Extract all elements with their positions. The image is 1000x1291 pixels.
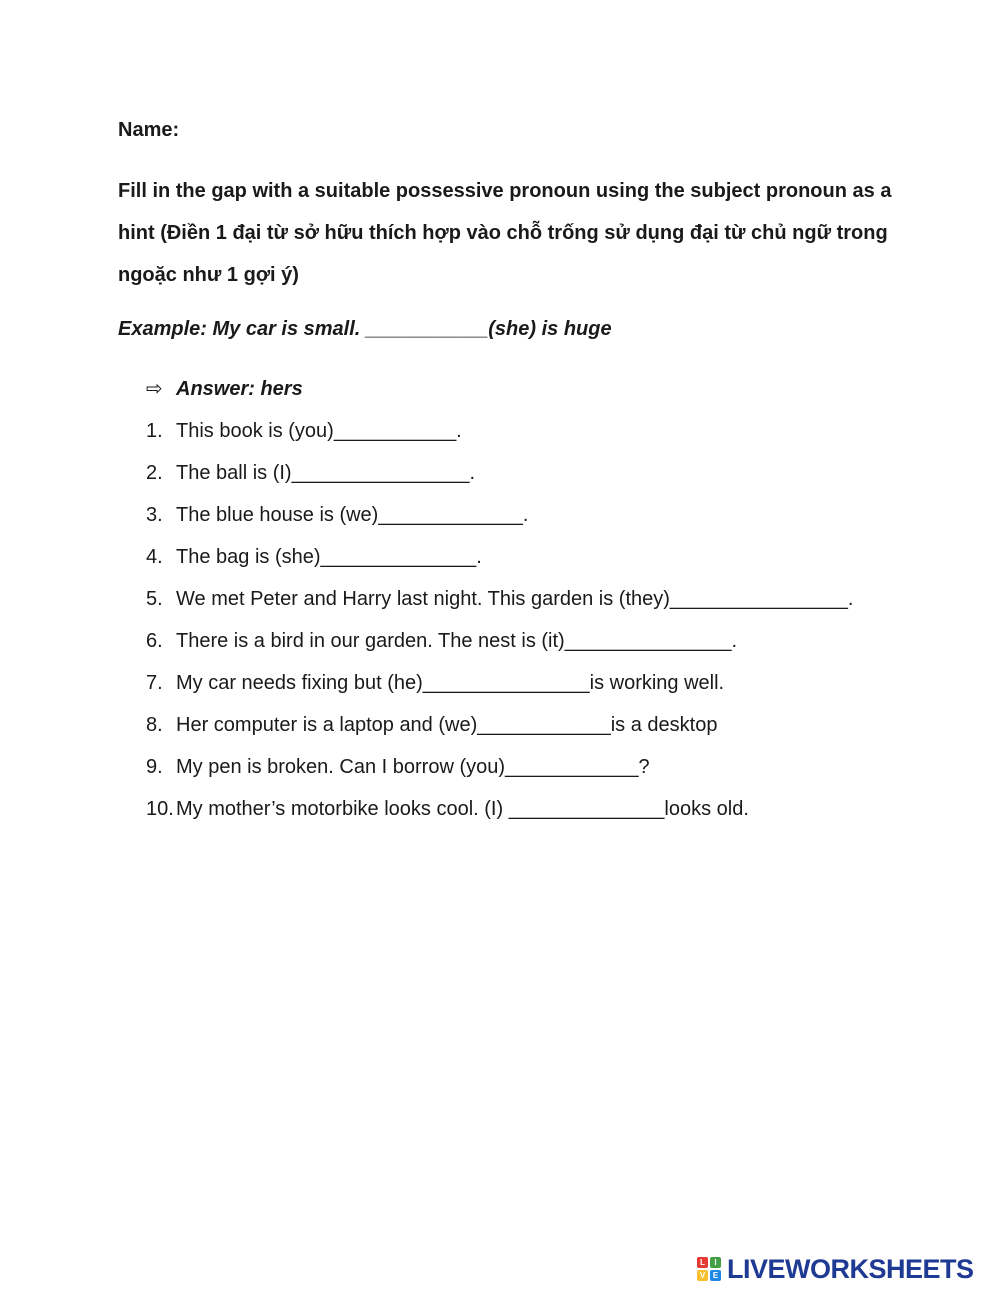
exercise-item (146, 754, 853, 796)
liveworksheets-logo (697, 1253, 974, 1284)
logo-block: L (697, 1257, 708, 1268)
item-number: 8. (146, 714, 163, 736)
logo-text: LIVEWORKSHEETS (727, 1253, 974, 1284)
item-number: 7. (146, 672, 163, 694)
item-number: 3. (146, 504, 163, 526)
exercise-item (146, 628, 853, 670)
exercise-item (146, 712, 853, 754)
exercise-item (146, 544, 853, 586)
arrow-right-icon: ⇨ (146, 378, 163, 400)
name-label: Name: (118, 119, 180, 141)
exercise-item (146, 502, 853, 544)
exercise-item (146, 796, 853, 838)
item-text: My pen is broken. Can I borrow (you)____________? (176, 756, 650, 778)
item-number: 6. (146, 630, 163, 652)
example-answer (146, 376, 303, 401)
exercise-item (146, 418, 853, 460)
item-text: My mother’s motorbike looks cool. (I) ______________looks old. (176, 798, 749, 820)
item-number: 4. (146, 546, 163, 568)
item-text: The blue house is (we)_____________. (176, 504, 529, 526)
exercise-list (146, 418, 853, 838)
item-number: 10. (146, 798, 174, 820)
exercise-item (146, 586, 853, 628)
answer-text: Answer: hers (176, 378, 303, 400)
item-text: This book is (you)___________. (176, 420, 462, 442)
item-text: There is a bird in our garden. The nest is (it)_______________. (176, 630, 738, 652)
item-text: The bag is (she)______________. (176, 546, 482, 568)
item-number: 9. (146, 756, 163, 778)
exercise-item (146, 670, 853, 712)
item-text: We met Peter and Harry last night. This garden is (they)________________. (176, 588, 854, 610)
exercise-item (146, 460, 853, 502)
item-number: 1. (146, 420, 163, 442)
item-number: 5. (146, 588, 163, 610)
item-text: The ball is (I)________________. (176, 462, 476, 484)
logo-blocks-icon (697, 1257, 721, 1281)
item-number: 2. (146, 462, 163, 484)
logo-block: V (697, 1270, 708, 1281)
instructions-text: Fill in the gap with a suitable possessive pronoun using the subject pronoun as a hint (Điền 1 đại từ sở hữu thích hợp vào chỗ trống sử dụng đại từ chủ ngữ trong ngoặc như 1 gợi ý) (118, 180, 892, 286)
logo-block: I (710, 1257, 721, 1268)
logo-block: E (710, 1270, 721, 1281)
example-sentence: Example: My car is small. ___________(she) is huge (118, 318, 612, 340)
item-text: Her computer is a laptop and (we)____________is a desktop (176, 714, 718, 736)
item-text: My car needs fixing but (he)_______________is working well. (176, 672, 725, 694)
